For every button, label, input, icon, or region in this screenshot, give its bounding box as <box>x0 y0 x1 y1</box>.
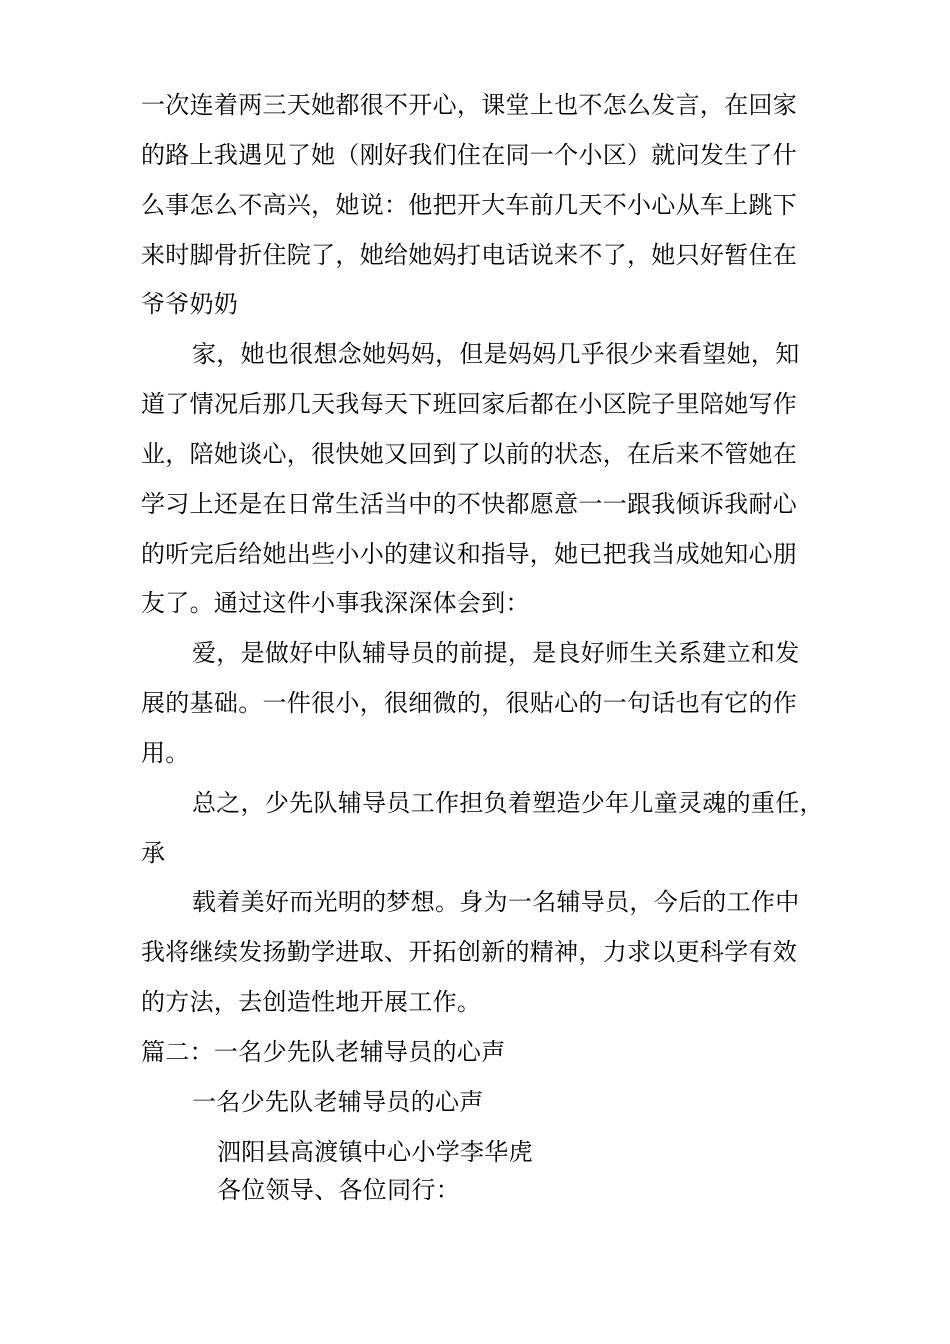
paragraph-line: 友了。通过这件小事我深深体会到： <box>141 589 530 617</box>
paragraph-line: 的听完后给她出些小小的建议和指导，她已把我当成她知心朋 <box>141 540 798 568</box>
paragraph-line: 承 <box>141 839 166 867</box>
paragraph-line: 道了情况后那几天我每天下班回家后都在小区院子里陪她写作 <box>141 390 798 418</box>
paragraph-line: 的路上我遇见了她（刚好我们住在同一个小区）就问发生了什 <box>141 141 798 169</box>
paragraph-line: 家，她也很想念她妈妈，但是妈妈几乎很少来看望她，知 <box>192 340 800 368</box>
paragraph-line: 爷爷奶奶 <box>141 290 239 318</box>
section-heading: 篇二：一名少先队老辅导员的心声 <box>141 1038 506 1066</box>
paragraph-line: 用。 <box>141 739 190 767</box>
paragraph-line: 总之，少先队辅导员工作担负着塑造少年儿童灵魂的重任， <box>192 789 824 817</box>
paragraph-line: 的方法，去创造性地开展工作。 <box>141 988 482 1016</box>
paragraph-line: 来时脚骨折住院了，她给她妈打电话说来不了，她只好暂住在 <box>141 241 798 269</box>
paragraph-line: 展的基础。一件很小，很细微的，很贴心的一句话也有它的作 <box>141 689 798 717</box>
salutation-line: 各位领导、各位同行： <box>217 1176 460 1204</box>
paragraph-line: 我将继续发扬勤学进取、开拓创新的精神，力求以更科学有效 <box>141 938 798 966</box>
paragraph-line: 业，陪她谈心，很快她又回到了以前的状态，在后来不管她在 <box>141 440 798 468</box>
article-title: 一名少先队老辅导员的心声 <box>192 1088 484 1116</box>
paragraph-line: 载着美好而光明的梦想。身为一名辅导员，今后的工作中 <box>192 888 800 916</box>
paragraph-line: 爱，是做好中队辅导员的前提，是良好师生关系建立和发 <box>192 639 800 667</box>
author-line: 泗阳县高渡镇中心小学李华虎 <box>217 1138 533 1166</box>
paragraph-line: 一次连着两三天她都很不开心，课堂上也不怎么发言，在回家 <box>141 91 798 119</box>
paragraph-line: 学习上还是在日常生活当中的不快都愿意一一跟我倾诉我耐心 <box>141 490 798 518</box>
paragraph-line: 么事怎么不高兴，她说：他把开大车前几天不小心从车上跳下 <box>141 191 798 219</box>
